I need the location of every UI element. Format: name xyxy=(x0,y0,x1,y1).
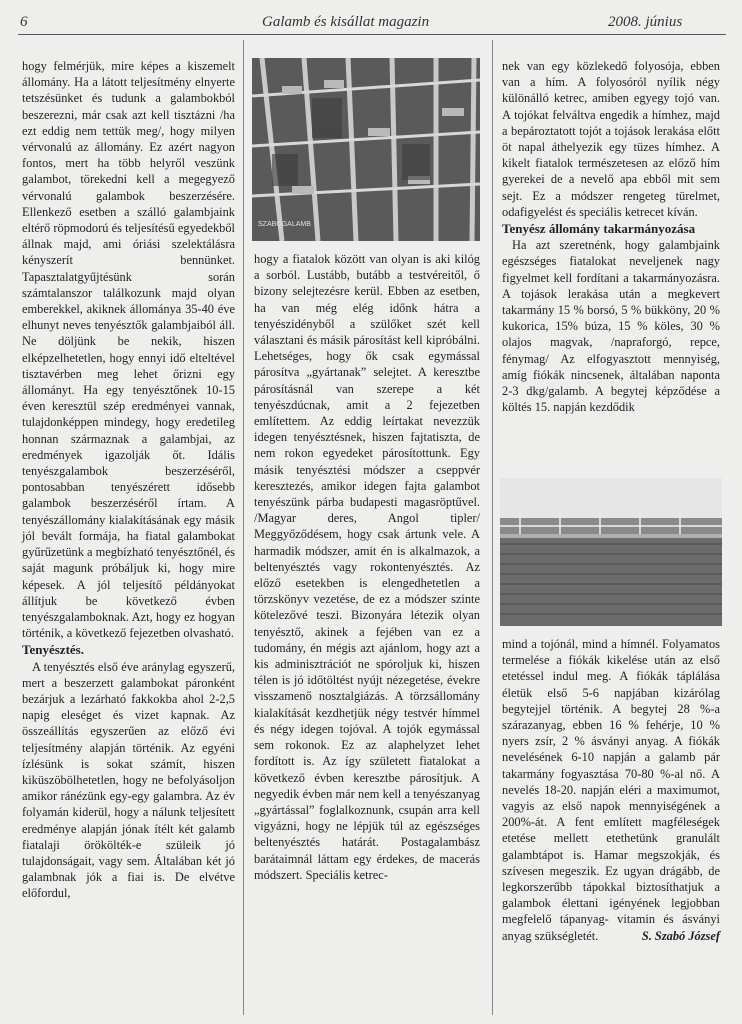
col1-paragraph-2: A tenyésztés első éve aránylag egyszerű, mert a beszerzett galambokat páronként bezárjuk a lezárható fakkokba ahol 2-2,5 napig eleséget és vizet kapnak. Az összeállítás egyszerűen az előző évi teljesítmény alapján történik. Az egyéni ízlésünk is sokat számít, hiszen kiküszöbölhetetlen, hogy ne befolyásoljon amikor ránézünk egy-egy galambra. Az év folyamán kiderül, hogy a nálunk teljesített eredménye alapján jónak ítélt két galamb fiatalaji örökölték-e szüleik jó tulajdonságait, vagy sem. Általában két jó galambnak jók a fiai is. De elvétve előfordul, xyxy=(22,659,235,901)
photo-building-image xyxy=(500,478,722,626)
photo-cages-image xyxy=(252,58,480,241)
photo-pigeon-loft-cages xyxy=(252,58,480,241)
column-divider-right xyxy=(492,40,493,1015)
col3-paragraph-3: mind a tojónál, mind a hímnél. Folyamatos termelése a fiókák kikelése után az első etetéssel indul meg. A fiókák táplálása életük első 5-6 napjában kizárólag begytejjel történik. A begytej 28 %-a szárazanyag, ebben 16 % fehérje, 10 % nyers zsír, 2 % ásványi anyag. A fiókák nevelésének 6-10 napján a galamb pár takarmány fogyasztása 70-80 %-al nő. A nevelés 18-20. napján eléri a maximumot, vagyis az első napok mennyiségének a 200%-át. A fent említett magféleségek etetése mellett etethetünk granulált galambtápot is. Hamar megszokják, és szívesen megeszik. Ez ugyan drágább, de legkorszerűbb tápokkal biztosíthatjuk a galambok élettani igényének legjobban megfelelő tápanyag- vitamin és ásványi anyag szükségletét. xyxy=(502,637,720,943)
magazine-title: Galamb és kisállat magazin xyxy=(262,14,430,30)
section-heading-takarmanyozas: Tenyész állomány takarmányozása xyxy=(502,221,696,237)
issue-date: 2008. június xyxy=(608,14,683,30)
col1-paragraph-1: hogy felmérjük, mire képes a kiszemelt állomány. Ha a látott teljesítmény elnyerte tetszésünket és tudunk a galambokból beszerezni, már csak azt kell tisztázni /ha ezt eddig nem tettük meg/, hogy milyen vérvonalú az állomány. Ez azért nagyon fontos, mert ha több helyről veszünk galambot, törekedni kell a megegyező vérvonalú galambok beszerzésére. Ellenkező esetben a szálló galambjaink eltérő röpmodorú és teljesítésű egyedekből állnak majd, ami óriási szelektálásra kényszerít bennünket. Tapasztalatgyűjtésünk során számtalanszor találkozunk majd olyan emberekkel, akiknek állománya 35-40 éve elhunyt neves tenyésztők galambjaiból áll. Ne döljünk be nekik, hiszen elképzelhetetlen, hogy ennyi idő elteltével tisztavérben meg lehet őrizni egy állományt. Ha egy tenyésztőnek 10-15 éven keresztül szép eredményei vannak, tulajdonképpen mindegy, hogy eredetileg honnan származnak a galambjai, az eredmények igazolják őt. Idális tenyészgalambok beszerzéséről, pontosabban tenyészérett idősebb galambok beszerzéséről írtam. A tenyészállomány kialakításának egy másik jól bevált formája, ha fiatal galambokat gyűrűzetünk a megbízható tenyésztőnél, és saját magunk próbáljuk ki, hogy mire képesek. A jól teljesítő példányokat állítjuk be következő évben tenyészgalamboknak. Azt, hogy ez hogyan történik, a következő fejezetben olvasható. xyxy=(22,59,235,641)
column-divider-left xyxy=(243,40,244,1015)
author-signature: S. Szabó József xyxy=(641,928,720,943)
header-rule xyxy=(18,34,726,35)
article-column-2 xyxy=(254,251,480,883)
col3-paragraph-2: Ha azt szeretnénk, hogy galambjaink egészséges fiatalokat neveljenek nagy figyelmet kell fordítani a takarmányozásra. A tojások lerakása után a megkevert takarmány 15 % borsó, 5 % bükköny, 20 % kukorica, 15% búza, 15 % köles, 30 % olajos magvak, /napraforgó, repce, fénymag/ Az elfogyasztott mennyiség, amíg fiókák nincsenek, általában naponta 2-3 dkg/galamb. A begytej képződése a költés 15. napján kezdődik xyxy=(502,238,720,415)
article-column-1 xyxy=(22,58,235,902)
photo-watermark: SZABOGALAMB xyxy=(258,221,311,228)
col2-paragraph-1: hogy a fiatalok között van olyan is aki kilóg a sorból. Lustább, butább a testvéreitől, ő bizony selejtezésre kerül. Ebben az esetben, ha van még elég időnk hátra a tenyészidényből a szülőket szét kell választani és másik párosítást kell kipróbálni. Lehetséges, hogy ők csak egymással párosítva „gyártanak” selejtet. A keresztbe párosításnál van szerepe a két tenyészdúcnak, amit a 2 fejezetben említettem. Az eddig leírtakat nevezzük idegen tenyésztésnek, hiszen fajtatiszta, de nem rokon egyedeket párosítottunk. Egy másik tenyésztési módszer a cseppvér keresztezés, amikor idegen fajta galambot tenyészünk párba budapesti magasröptűvel. /Magyar deres, Angol tipler/ Meggyőződésem, hogy csak ártunk vele. A harmadik módszer, amit én is alkalmazok, a beltenyésztés vagy rokontenyésztés. Az előző esetekben is elengedhetetlen a törzskönyv vezetése, de ez a módszer szinte kötelezővé teszi. Bizonyára létezik olyan tenyésztő, akinek a fejében van ez a tudomány, én mégis azt ajánlom, hogy azt a kis adminisztrációt ne spóroljuk ki, hiszen télen is jó időtöltést nyújt nézegetése, évekre visszamenő nosztalgiázás. A törzsállomány kialakítását kezdhetjük négy testvér hímmel és négy idegen tojóval. A tojók egymással sem rokonok. Ez az alaphelyzet lehet fordított is. Az így született fiatalokat a következő évben keresztbe párosítjuk. A negyedik évben már nem kell a tenyészanyag „gyártással” foglalkoznunk, csupán arra kell vigyázni, hogy ne lépjük túl az egészséges beltenyésztés határát. Postagalambász barátaimnál láttam egy érdekes, de macerás módszert. Speciális ketrec- xyxy=(254,252,480,882)
col3-paragraph-1: nek van egy közlekedő folyosója, ebben van a hím. A folyosóról nyílik négy különálló ketrec, amiben egyegy tojó van. A tojókat felváltva engedik a hímhez, majd a bepároztatott tojót a tojások lerakása előtt öt napal áthelyezik egy tüzes hímhez. A kikelt fiatalok természetesen az előző hím gyerekei de a nevelő apa ebből mit sem sejt. Ez a módszer rengeteg türelmet, odafigyelést és speciális ketrecet kíván. xyxy=(502,59,720,219)
article-column-3-top xyxy=(502,58,720,415)
article-column-3-bottom xyxy=(502,636,720,944)
page-number: 6 xyxy=(20,14,28,30)
section-heading-tenyesztes: Tenyésztés. xyxy=(22,642,84,658)
photo-loft-building xyxy=(500,478,722,626)
